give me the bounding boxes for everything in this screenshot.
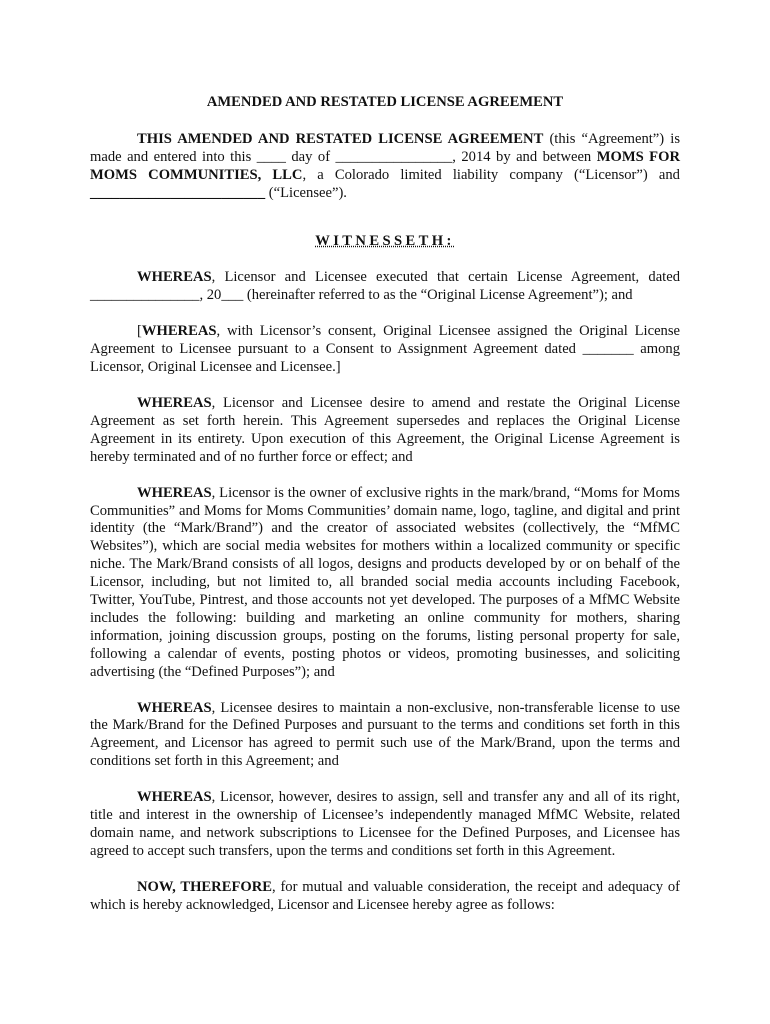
- bracket-open: [: [137, 323, 142, 340]
- recital-paragraph-3: [90, 395, 680, 467]
- recital-paragraph-2: [90, 323, 680, 377]
- licensor-name: MOMS FOR MOMS COMMUNITIES, LLC: [90, 148, 680, 183]
- recital-paragraph-1: [90, 269, 680, 305]
- recital-keyword: WHEREAS: [137, 394, 212, 411]
- now-therefore-keyword: NOW, THEREFORE: [137, 878, 272, 895]
- recital-keyword: WHEREAS: [137, 699, 212, 716]
- recital-text: , Licensor and Licensee executed that certain License Agreement, dated _______________, 20___ (hereinafter referred to as the “Original License Agreement”); and: [90, 269, 680, 304]
- intro-lead: THIS AMENDED AND RESTATED LICENSE AGREEMENT: [137, 130, 544, 147]
- recital-text: , Licensor, however, desires to assign, sell and transfer any and all of its right, title and interest in the ownership of Licensee’s independently managed MfMC Website, related domain name, and network subscriptions to Licensee for the Defined Purposes, and Licensee has agreed to accept such transfers, upon the terms and conditions set forth in this Agreement.: [90, 789, 680, 859]
- recital-paragraph-4: [90, 485, 680, 682]
- intro-text-1: (this “Agreement”) is made and entered into this ____ day of ________________, 2014 by and between: [90, 130, 680, 165]
- intro-paragraph: [90, 131, 680, 203]
- operative-text: , for mutual and valuable consideration, the receipt and adequacy of which is hereby acknowledged, Licensor and Licensee hereby agree as follows:: [90, 878, 680, 913]
- document-title: AMENDED AND RESTATED LICENSE AGREEMENT: [206, 94, 564, 110]
- recital-keyword: WHEREAS: [137, 484, 212, 501]
- recital-paragraph-5: [90, 700, 680, 772]
- witnesseth-heading: WITNESSETH:: [315, 232, 455, 249]
- recital-text: , Licensee desires to maintain a non-exclusive, non-transferable license to use the Mark/Brand for the Defined Purposes and pursuant to the terms and conditions set forth in this Agreement, and Licensor has agreed to permit such use of the Mark/Brand, upon the terms and conditions set forth in this Agreement; and: [90, 699, 680, 770]
- recital-keyword: WHEREAS: [141, 323, 217, 340]
- recital-keyword: WHEREAS: [137, 269, 212, 286]
- operative-paragraph: [90, 879, 680, 915]
- intro-text-3: (“Licensee”).: [265, 184, 347, 201]
- recital-text: , with Licensor’s consent, Original Licensee assigned the Original License Agreement to Licensee pursuant to a Consent to Assignment Agreement dated _______ among Licensor, Original Licensee and Licensee.]: [90, 323, 680, 376]
- recital-keyword: WHEREAS: [137, 789, 212, 806]
- intro-text-2: , a Colorado limited liability company (“Licensor”) and: [302, 166, 680, 183]
- recital-paragraph-6: [90, 789, 680, 861]
- document-page: [90, 94, 680, 933]
- licensee-blank: ________________________: [90, 184, 266, 201]
- recital-text: , Licensor is the owner of exclusive rights in the mark/brand, “Moms for Moms Communities” and Moms for Moms Communities’ domain name, logo, tagline, and digital and print identity (the “Mark/Brand”) and the creator of associated websites (collectively, the “MfMC Websites”), which are social media websites for mothers within a localized community or specific niche. The Mark/Brand consists of all logos, designs and products developed by or on behalf of the Licensor, including, but not limited to, all branded social media accounts including Facebook, Twitter, YouTube, Pintrest, and those accounts not yet developed. The purposes of a MfMC Website includes the following: building and marketing an online community for mothers, sharing information, joining discussion groups, posting on the forums, listing personal property for sale, following a calendar of events, posting photos or videos, promoting businesses, and soliciting advertising (the “Defined Purposes”); and: [90, 484, 680, 680]
- recital-text: , Licensor and Licensee desire to amend and restate the Original License Agreement as set forth herein. This Agreement supersedes and replaces the Original License Agreement in its entirety. Upon execution of this Agreement, the Original License Agreement is hereby terminated and of no further force or effect; and: [90, 394, 680, 465]
